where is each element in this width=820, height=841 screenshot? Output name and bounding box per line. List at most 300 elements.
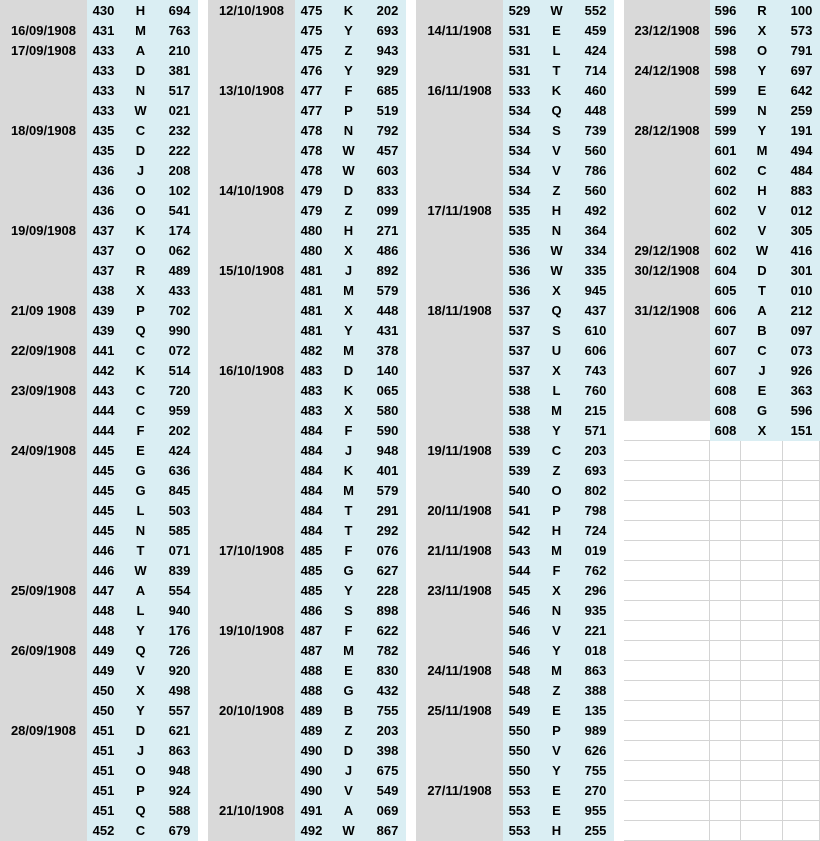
number-cell[interactable]: 445 — [92, 483, 115, 498]
number-cell[interactable]: 553 — [508, 823, 531, 838]
number-cell[interactable]: 433 — [92, 103, 115, 118]
value-cell[interactable]: 959 — [168, 403, 191, 418]
letter-cell[interactable]: D — [757, 263, 767, 278]
number-cell[interactable]: 441 — [92, 343, 115, 358]
date-cell[interactable]: 19/11/1908 — [427, 443, 492, 458]
letter-cell[interactable]: C — [135, 823, 146, 838]
letter-cell[interactable]: W — [134, 103, 147, 118]
empty-cell[interactable] — [710, 581, 741, 601]
empty-cell[interactable] — [741, 701, 783, 721]
empty-cell[interactable] — [741, 601, 783, 621]
value-cell[interactable]: 271 — [376, 223, 399, 238]
letter-cell[interactable]: G — [343, 683, 354, 698]
date-cell[interactable]: 24/11/1908 — [427, 663, 492, 678]
number-cell[interactable]: 484 — [300, 523, 323, 538]
value-cell[interactable]: 760 — [584, 383, 607, 398]
value-cell[interactable]: 097 — [790, 323, 813, 338]
letter-cell[interactable]: H — [551, 203, 562, 218]
empty-cell[interactable] — [741, 581, 783, 601]
number-cell[interactable]: 478 — [300, 163, 323, 178]
empty-cell[interactable] — [741, 761, 783, 781]
value-cell[interactable]: 140 — [376, 363, 399, 378]
letter-cell[interactable]: A — [343, 803, 354, 818]
date-cell[interactable]: 14/11/1908 — [427, 23, 492, 38]
value-cell[interactable]: 782 — [376, 643, 399, 658]
value-cell[interactable]: 388 — [584, 683, 607, 698]
number-cell[interactable]: 538 — [508, 423, 531, 438]
number-cell[interactable]: 599 — [714, 103, 737, 118]
letter-cell[interactable]: Q — [135, 803, 146, 818]
value-cell[interactable]: 606 — [584, 343, 607, 358]
value-cell[interactable]: 102 — [168, 183, 191, 198]
number-cell[interactable]: 475 — [300, 3, 323, 18]
number-cell[interactable]: 529 — [508, 3, 531, 18]
number-cell[interactable]: 443 — [92, 383, 115, 398]
value-cell[interactable]: 424 — [584, 43, 607, 58]
number-cell[interactable]: 477 — [300, 83, 323, 98]
number-cell[interactable]: 451 — [92, 723, 115, 738]
value-cell[interactable]: 948 — [168, 763, 191, 778]
value-cell[interactable]: 431 — [376, 323, 399, 338]
empty-cell[interactable] — [624, 801, 710, 821]
value-cell[interactable]: 560 — [584, 183, 607, 198]
value-cell[interactable]: 685 — [376, 83, 399, 98]
number-cell[interactable]: 606 — [714, 303, 737, 318]
date-cell[interactable]: 31/12/1908 — [634, 303, 700, 318]
value-cell[interactable]: 786 — [584, 163, 607, 178]
number-cell[interactable]: 437 — [92, 223, 115, 238]
number-cell[interactable]: 436 — [92, 163, 115, 178]
letter-cell[interactable]: O — [756, 43, 768, 58]
letter-cell[interactable]: A — [135, 43, 146, 58]
date-cell[interactable]: 12/10/1908 — [218, 3, 285, 18]
empty-cell[interactable] — [710, 801, 741, 821]
letter-cell[interactable]: W — [550, 3, 563, 18]
empty-cell[interactable] — [624, 821, 710, 841]
number-cell[interactable]: 450 — [92, 703, 115, 718]
number-cell[interactable]: 444 — [92, 423, 115, 438]
letter-cell[interactable]: J — [344, 763, 353, 778]
number-cell[interactable]: 548 — [508, 663, 531, 678]
empty-cell[interactable] — [783, 581, 820, 601]
value-cell[interactable]: 892 — [376, 263, 399, 278]
letter-cell[interactable]: F — [136, 423, 145, 438]
letter-cell[interactable]: Y — [344, 323, 353, 338]
date-cell[interactable]: 24/12/1908 — [634, 63, 700, 78]
letter-cell[interactable]: X — [552, 363, 561, 378]
value-cell[interactable]: 203 — [376, 723, 399, 738]
value-cell[interactable]: 363 — [790, 383, 813, 398]
empty-cell[interactable] — [710, 621, 741, 641]
value-cell[interactable]: 305 — [790, 223, 813, 238]
value-cell[interactable]: 720 — [168, 383, 191, 398]
number-cell[interactable]: 601 — [714, 143, 737, 158]
value-cell[interactable]: 579 — [376, 483, 399, 498]
letter-cell[interactable]: J — [758, 363, 766, 378]
date-cell[interactable]: 30/12/1908 — [634, 263, 700, 278]
number-cell[interactable]: 608 — [714, 423, 737, 438]
value-cell[interactable]: 292 — [376, 523, 399, 538]
date-cell[interactable]: 21/10/1908 — [218, 803, 285, 818]
empty-cell[interactable] — [741, 681, 783, 701]
value-cell[interactable]: 642 — [790, 83, 813, 98]
letter-cell[interactable]: Z — [344, 723, 353, 738]
value-cell[interactable]: 626 — [584, 743, 607, 758]
value-cell[interactable]: 571 — [584, 423, 607, 438]
letter-cell[interactable]: C — [135, 383, 146, 398]
number-cell[interactable]: 439 — [92, 303, 115, 318]
date-cell[interactable]: 26/09/1908 — [10, 643, 77, 658]
letter-cell[interactable]: C — [551, 443, 562, 458]
empty-cell[interactable] — [624, 621, 710, 641]
date-cell[interactable]: 13/10/1908 — [218, 83, 285, 98]
value-cell[interactable]: 255 — [584, 823, 607, 838]
letter-cell[interactable]: P — [344, 103, 353, 118]
number-cell[interactable]: 445 — [92, 443, 115, 458]
letter-cell[interactable]: F — [344, 623, 353, 638]
number-cell[interactable]: 436 — [92, 203, 115, 218]
number-cell[interactable]: 534 — [508, 183, 531, 198]
letter-cell[interactable]: R — [135, 263, 146, 278]
number-cell[interactable]: 488 — [300, 663, 323, 678]
empty-cell[interactable] — [624, 761, 710, 781]
number-cell[interactable]: 536 — [508, 243, 531, 258]
value-cell[interactable]: 560 — [584, 143, 607, 158]
value-cell[interactable]: 935 — [584, 603, 607, 618]
value-cell[interactable]: 398 — [376, 743, 399, 758]
empty-cell[interactable] — [624, 441, 710, 461]
letter-cell[interactable]: K — [343, 463, 354, 478]
date-cell[interactable]: 15/10/1908 — [218, 263, 285, 278]
number-cell[interactable]: 483 — [300, 363, 323, 378]
number-cell[interactable]: 487 — [300, 643, 323, 658]
date-cell[interactable]: 21/11/1908 — [427, 543, 492, 558]
number-cell[interactable]: 450 — [92, 683, 115, 698]
letter-cell[interactable]: W — [134, 563, 147, 578]
number-cell[interactable]: 607 — [714, 323, 737, 338]
value-cell[interactable]: 541 — [168, 203, 191, 218]
value-cell[interactable]: 191 — [790, 123, 813, 138]
value-cell[interactable]: 929 — [376, 63, 399, 78]
value-cell[interactable]: 270 — [584, 783, 607, 798]
value-cell[interactable]: 948 — [376, 443, 399, 458]
letter-cell[interactable]: Z — [344, 203, 353, 218]
value-cell[interactable]: 920 — [168, 663, 191, 678]
letter-cell[interactable]: E — [344, 663, 353, 678]
letter-cell[interactable]: F — [344, 543, 353, 558]
letter-cell[interactable]: T — [344, 503, 353, 518]
letter-cell[interactable]: G — [343, 563, 354, 578]
value-cell[interactable]: 062 — [168, 243, 191, 258]
letter-cell[interactable]: P — [552, 503, 561, 518]
date-cell[interactable]: 28/09/1908 — [10, 723, 77, 738]
empty-cell[interactable] — [710, 681, 741, 701]
number-cell[interactable]: 475 — [300, 43, 323, 58]
value-cell[interactable]: 486 — [376, 243, 399, 258]
number-cell[interactable]: 438 — [92, 283, 115, 298]
number-cell[interactable]: 439 — [92, 323, 115, 338]
value-cell[interactable]: 381 — [168, 63, 191, 78]
empty-cell[interactable] — [624, 601, 710, 621]
number-cell[interactable]: 451 — [92, 783, 115, 798]
letter-cell[interactable]: R — [757, 3, 767, 18]
letter-cell[interactable]: V — [552, 623, 561, 638]
empty-cell[interactable] — [741, 501, 783, 521]
empty-cell[interactable] — [741, 721, 783, 741]
value-cell[interactable]: 802 — [584, 483, 607, 498]
empty-cell[interactable] — [710, 541, 741, 561]
number-cell[interactable]: 537 — [508, 363, 531, 378]
number-cell[interactable]: 536 — [508, 283, 531, 298]
value-cell[interactable]: 863 — [584, 663, 607, 678]
value-cell[interactable]: 484 — [790, 163, 813, 178]
letter-cell[interactable]: V — [757, 223, 767, 238]
value-cell[interactable]: 990 — [168, 323, 191, 338]
number-cell[interactable]: 433 — [92, 83, 115, 98]
value-cell[interactable]: 401 — [376, 463, 399, 478]
letter-cell[interactable]: S — [552, 323, 561, 338]
date-cell[interactable]: 20/10/1908 — [218, 703, 285, 718]
value-cell[interactable]: 460 — [584, 83, 607, 98]
value-cell[interactable]: 798 — [584, 503, 607, 518]
number-cell[interactable]: 436 — [92, 183, 115, 198]
number-cell[interactable]: 550 — [508, 723, 531, 738]
number-cell[interactable]: 475 — [300, 23, 323, 38]
value-cell[interactable]: 378 — [376, 343, 399, 358]
empty-cell[interactable] — [783, 481, 820, 501]
number-cell[interactable]: 445 — [92, 503, 115, 518]
date-cell[interactable]: 23/11/1908 — [427, 583, 492, 598]
value-cell[interactable]: 675 — [376, 763, 399, 778]
value-cell[interactable]: 335 — [584, 263, 607, 278]
date-cell[interactable]: 28/12/1908 — [634, 123, 700, 138]
number-cell[interactable]: 546 — [508, 603, 531, 618]
value-cell[interactable]: 334 — [584, 243, 607, 258]
value-cell[interactable]: 621 — [168, 723, 191, 738]
value-cell[interactable]: 863 — [168, 743, 191, 758]
number-cell[interactable]: 607 — [714, 363, 737, 378]
number-cell[interactable]: 478 — [300, 143, 323, 158]
letter-cell[interactable]: H — [551, 823, 562, 838]
letter-cell[interactable]: T — [552, 63, 561, 78]
number-cell[interactable]: 534 — [508, 143, 531, 158]
letter-cell[interactable]: E — [757, 383, 767, 398]
empty-cell[interactable] — [710, 481, 741, 501]
empty-cell[interactable] — [783, 821, 820, 841]
value-cell[interactable]: 636 — [168, 463, 191, 478]
number-cell[interactable]: 444 — [92, 403, 115, 418]
empty-cell[interactable] — [710, 701, 741, 721]
value-cell[interactable]: 259 — [790, 103, 813, 118]
empty-cell[interactable] — [783, 681, 820, 701]
number-cell[interactable]: 478 — [300, 123, 323, 138]
value-cell[interactable]: 622 — [376, 623, 399, 638]
value-cell[interactable]: 588 — [168, 803, 191, 818]
letter-cell[interactable]: N — [135, 523, 146, 538]
date-cell[interactable]: 17/09/1908 — [10, 43, 77, 58]
letter-cell[interactable]: L — [136, 603, 145, 618]
letter-cell[interactable]: P — [136, 783, 145, 798]
empty-cell[interactable] — [783, 601, 820, 621]
letter-cell[interactable]: V — [552, 143, 561, 158]
empty-cell[interactable] — [783, 761, 820, 781]
letter-cell[interactable]: F — [552, 563, 561, 578]
number-cell[interactable]: 433 — [92, 63, 115, 78]
number-cell[interactable]: 550 — [508, 763, 531, 778]
value-cell[interactable]: 726 — [168, 643, 191, 658]
value-cell[interactable]: 549 — [376, 783, 399, 798]
letter-cell[interactable]: D — [343, 743, 354, 758]
letter-cell[interactable]: K — [343, 3, 354, 18]
value-cell[interactable]: 301 — [790, 263, 813, 278]
number-cell[interactable]: 449 — [92, 663, 115, 678]
empty-cell[interactable] — [741, 801, 783, 821]
number-cell[interactable]: 480 — [300, 223, 323, 238]
letter-cell[interactable]: O — [135, 243, 146, 258]
value-cell[interactable]: 135 — [584, 703, 607, 718]
number-cell[interactable]: 596 — [714, 3, 737, 18]
value-cell[interactable]: 208 — [168, 163, 191, 178]
letter-cell[interactable]: O — [135, 203, 146, 218]
letter-cell[interactable]: C — [757, 343, 767, 358]
letter-cell[interactable]: Y — [344, 23, 353, 38]
letter-cell[interactable]: Y — [757, 123, 767, 138]
empty-cell[interactable] — [624, 581, 710, 601]
letter-cell[interactable]: E — [136, 443, 145, 458]
letter-cell[interactable]: O — [551, 483, 562, 498]
number-cell[interactable]: 602 — [714, 243, 737, 258]
value-cell[interactable]: 989 — [584, 723, 607, 738]
value-cell[interactable]: 579 — [376, 283, 399, 298]
letter-cell[interactable]: J — [136, 163, 145, 178]
value-cell[interactable]: 603 — [376, 163, 399, 178]
value-cell[interactable]: 830 — [376, 663, 399, 678]
letter-cell[interactable]: W — [550, 243, 563, 258]
letter-cell[interactable]: E — [552, 803, 561, 818]
value-cell[interactable]: 424 — [168, 443, 191, 458]
date-cell[interactable]: 16/09/1908 — [10, 23, 77, 38]
number-cell[interactable]: 452 — [92, 823, 115, 838]
letter-cell[interactable]: T — [344, 523, 353, 538]
date-cell[interactable]: 29/12/1908 — [634, 243, 700, 258]
empty-cell[interactable] — [624, 661, 710, 681]
value-cell[interactable]: 291 — [376, 503, 399, 518]
letter-cell[interactable]: S — [552, 123, 561, 138]
value-cell[interactable]: 755 — [584, 763, 607, 778]
value-cell[interactable]: 514 — [168, 363, 191, 378]
value-cell[interactable]: 763 — [168, 23, 191, 38]
value-cell[interactable]: 755 — [376, 703, 399, 718]
value-cell[interactable]: 076 — [376, 543, 399, 558]
number-cell[interactable]: 487 — [300, 623, 323, 638]
number-cell[interactable]: 483 — [300, 403, 323, 418]
empty-cell[interactable] — [624, 741, 710, 761]
value-cell[interactable]: 585 — [168, 523, 191, 538]
empty-cell[interactable] — [783, 521, 820, 541]
letter-cell[interactable]: V — [344, 783, 353, 798]
date-cell[interactable]: 23/12/1908 — [634, 23, 700, 38]
value-cell[interactable]: 065 — [376, 383, 399, 398]
number-cell[interactable]: 484 — [300, 463, 323, 478]
empty-cell[interactable] — [783, 721, 820, 741]
letter-cell[interactable]: H — [757, 183, 767, 198]
date-cell[interactable]: 16/10/1908 — [218, 363, 285, 378]
letter-cell[interactable]: Y — [552, 643, 561, 658]
value-cell[interactable]: 364 — [584, 223, 607, 238]
letter-cell[interactable]: T — [758, 283, 766, 298]
value-cell[interactable]: 762 — [584, 563, 607, 578]
date-cell[interactable]: 19/09/1908 — [10, 223, 77, 238]
number-cell[interactable]: 546 — [508, 623, 531, 638]
value-cell[interactable]: 457 — [376, 143, 399, 158]
empty-cell[interactable] — [741, 781, 783, 801]
value-cell[interactable]: 072 — [168, 343, 191, 358]
letter-cell[interactable]: C — [135, 123, 146, 138]
number-cell[interactable]: 484 — [300, 503, 323, 518]
letter-cell[interactable]: K — [551, 83, 562, 98]
empty-cell[interactable] — [710, 821, 741, 841]
value-cell[interactable]: 215 — [584, 403, 607, 418]
number-cell[interactable]: 445 — [92, 463, 115, 478]
empty-cell[interactable] — [710, 721, 741, 741]
value-cell[interactable]: 492 — [584, 203, 607, 218]
number-cell[interactable]: 477 — [300, 103, 323, 118]
letter-cell[interactable]: Y — [136, 703, 145, 718]
value-cell[interactable]: 176 — [168, 623, 191, 638]
number-cell[interactable]: 490 — [300, 743, 323, 758]
value-cell[interactable]: 955 — [584, 803, 607, 818]
letter-cell[interactable]: K — [135, 223, 146, 238]
number-cell[interactable]: 483 — [300, 383, 323, 398]
date-cell[interactable]: 21/09 1908 — [10, 303, 77, 318]
date-cell[interactable]: 22/09/1908 — [10, 343, 77, 358]
empty-cell[interactable] — [624, 541, 710, 561]
number-cell[interactable]: 548 — [508, 683, 531, 698]
value-cell[interactable]: 610 — [584, 323, 607, 338]
letter-cell[interactable]: Z — [552, 183, 561, 198]
value-cell[interactable]: 433 — [168, 283, 191, 298]
letter-cell[interactable]: C — [135, 403, 146, 418]
value-cell[interactable]: 714 — [584, 63, 607, 78]
letter-cell[interactable]: X — [136, 683, 145, 698]
value-cell[interactable]: 494 — [790, 143, 813, 158]
number-cell[interactable]: 484 — [300, 443, 323, 458]
number-cell[interactable]: 481 — [300, 303, 323, 318]
value-cell[interactable]: 596 — [790, 403, 813, 418]
number-cell[interactable]: 536 — [508, 263, 531, 278]
value-cell[interactable]: 552 — [584, 3, 607, 18]
date-cell[interactable]: 18/09/1908 — [10, 123, 77, 138]
letter-cell[interactable]: X — [757, 423, 767, 438]
letter-cell[interactable]: V — [552, 743, 561, 758]
value-cell[interactable]: 694 — [168, 3, 191, 18]
value-cell[interactable]: 627 — [376, 563, 399, 578]
letter-cell[interactable]: E — [552, 783, 561, 798]
value-cell[interactable]: 174 — [168, 223, 191, 238]
letter-cell[interactable]: Y — [344, 63, 353, 78]
letter-cell[interactable]: M — [135, 23, 146, 38]
empty-cell[interactable] — [783, 661, 820, 681]
letter-cell[interactable]: W — [342, 163, 355, 178]
number-cell[interactable]: 546 — [508, 643, 531, 658]
number-cell[interactable]: 488 — [300, 683, 323, 698]
letter-cell[interactable]: W — [342, 823, 355, 838]
number-cell[interactable]: 492 — [300, 823, 323, 838]
number-cell[interactable]: 537 — [508, 303, 531, 318]
value-cell[interactable]: 099 — [376, 203, 399, 218]
letter-cell[interactable]: N — [343, 123, 354, 138]
empty-cell[interactable] — [783, 701, 820, 721]
